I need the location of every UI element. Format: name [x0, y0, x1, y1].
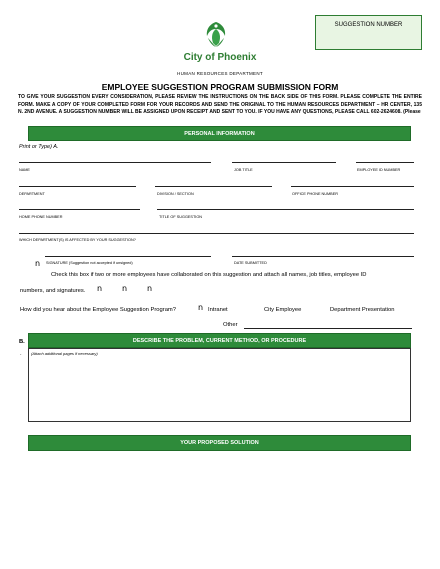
department-label: DEPARTMENT [19, 192, 45, 196]
department-name: HUMAN RESOURCES DEPARTMENT [177, 71, 263, 76]
other-label: Other [223, 322, 238, 328]
employee-id-label: EMPLOYEE ID NUMBER [357, 168, 401, 172]
department-field[interactable] [19, 186, 136, 187]
suggestion-number-box[interactable] [315, 15, 422, 50]
describe-problem-bar: DESCRIBE THE PROBLEM, CURRENT METHOD, OR PROCEDURE [28, 333, 411, 348]
collaboration-text: Check this box if two or more employees have collaborated on this suggestion and attach all names, job titles, employee ID [51, 272, 367, 278]
suggestion-number-label: SUGGESTION NUMBER [334, 22, 403, 28]
intranet-checkbox[interactable]: n [198, 303, 204, 312]
name-field[interactable] [19, 162, 211, 163]
suggestion-title-field[interactable] [157, 209, 414, 210]
other-field[interactable] [244, 328, 412, 329]
affected-departments-field[interactable] [19, 233, 414, 234]
signature-bullet: n [35, 259, 41, 268]
collab-checkbox-2[interactable]: n [122, 284, 128, 293]
signature-field[interactable] [45, 256, 211, 257]
collab-checkbox-3[interactable]: n [147, 284, 153, 293]
division-label: DIVISION / SECTION [157, 192, 194, 196]
form-title: EMPLOYEE SUGGESTION PROGRAM SUBMISSION FORM [101, 82, 339, 92]
problem-description-area[interactable] [28, 348, 411, 422]
affected-departments-label: WHICH DEPARTMENT(S) IS AFFECTED BY YOUR SUGGESTION? [19, 238, 136, 242]
office-phone-label: OFFICE PHONE NUMBER [292, 192, 338, 196]
date-submitted-label: DATE SUBMITTED [234, 261, 267, 265]
city-name: City of Phoenix [183, 52, 257, 63]
date-submitted-field[interactable] [232, 256, 414, 257]
signature-label: SIGNATURE (Suggestion not accepted if unsigned) [46, 261, 133, 265]
intro-text: TO GIVE YOUR SUGGESTION EVERY CONSIDERATION, PLEASE REVIEW THE INSTRUCTIONS ON THE BACK SIDE OF THIS FORM. PLEASE COMPLETE THE ENTIRE FORM. MAKE A COPY OF YOUR COMPLETED FORM FOR YOUR RECORDS AND SEND THE ORIGINAL TO THE HUMAN RESOURCES DEPARTMENT – HR CENTER, 135 N. 2ND AVENUE. A SUGGESTION NUMBER WILL BE ASSIGNED UPON RECEIPT AND SENT TO YOU. IF YOU HAVE ANY QUESTIONS, PLEASE CALL 602-2624608. (Please [18, 94, 422, 115]
suggestion-title-label: TITLE OF SUGGESTION [159, 215, 203, 219]
office-phone-field[interactable] [291, 186, 414, 187]
home-phone-field[interactable] [19, 209, 140, 210]
personal-information-bar: PERSONAL INFORMATION [28, 126, 411, 141]
name-label: NAME [19, 168, 30, 172]
collab-checkbox-1[interactable]: n [97, 284, 103, 293]
hear-about-question: How did you hear about the Employee Suggestion Program? [20, 307, 176, 313]
proposed-solution-bar: YOUR PROPOSED SOLUTION [28, 435, 411, 451]
job-title-label: JOB TITLE [234, 168, 253, 172]
division-field[interactable] [155, 186, 272, 187]
city-employee-option: City Employee [264, 307, 302, 313]
attach-pages-note: (Attach additional pages if necessary) [31, 351, 98, 356]
job-title-field[interactable] [232, 162, 336, 163]
print-label: Print or Type) A. [19, 144, 59, 150]
employee-id-field[interactable] [356, 162, 414, 163]
department-presentation-option: Department Presentation [330, 307, 395, 313]
home-phone-label: HOME PHONE NUMBER [19, 215, 63, 219]
section-b-label: B. [19, 339, 25, 345]
numbers-signatures-text: numbers, and signatures. [20, 288, 86, 294]
intranet-option: Intranet [208, 307, 228, 313]
phoenix-logo-icon [200, 18, 232, 50]
section-b-dot: . [20, 351, 22, 357]
